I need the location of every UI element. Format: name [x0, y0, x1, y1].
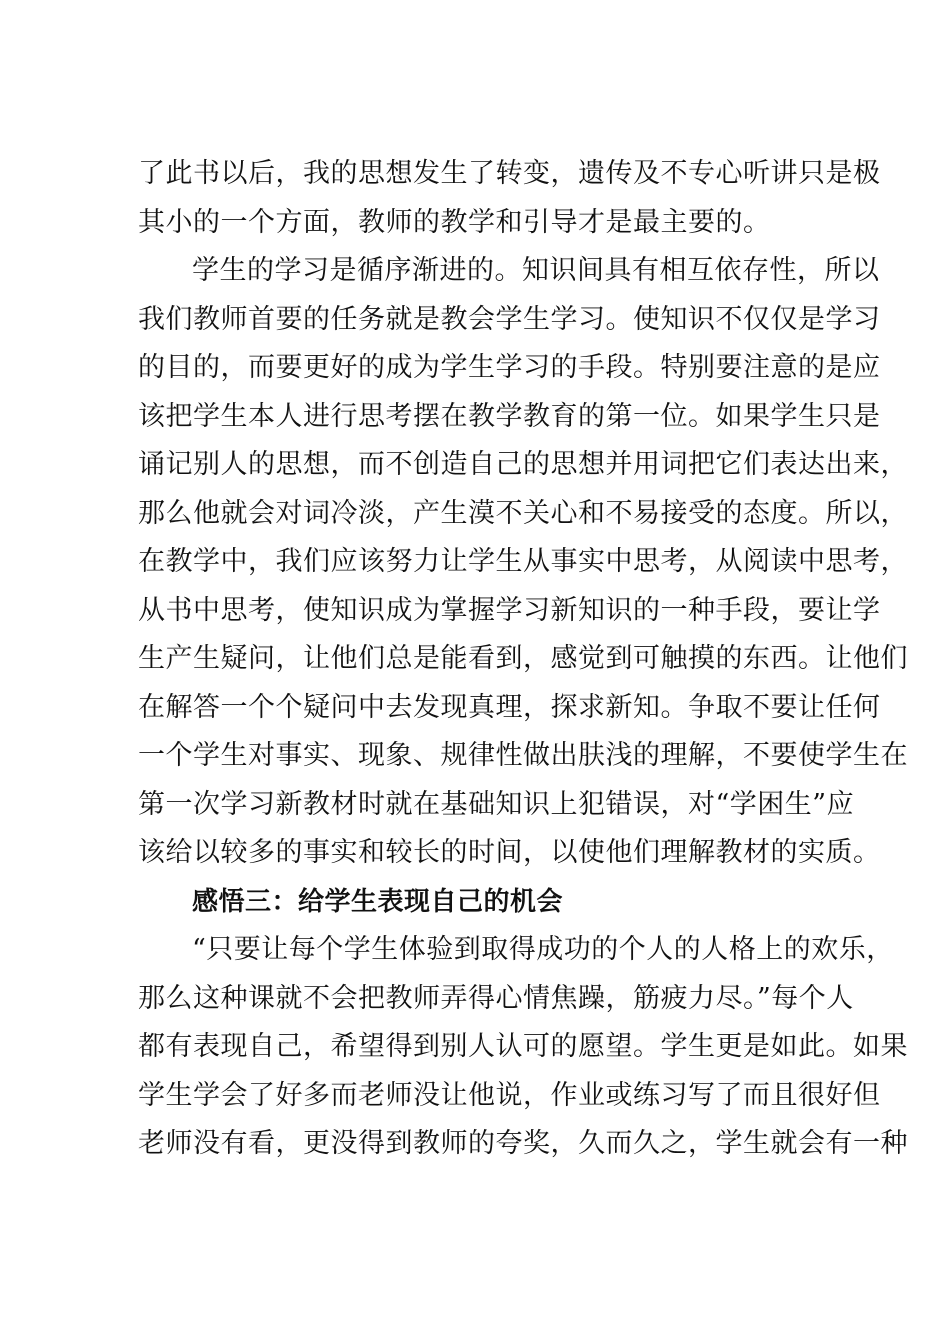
- text-line: 诵记别人的思想，而不创造自己的思想并用词把它们表达出来，: [138, 449, 908, 480]
- text-line: 第一次学习新教材时就在基础知识上犯错误，对“学困生”应: [138, 788, 855, 820]
- text-line: 学生的学习是循序渐进的。知识间具有相互依存性，所以: [192, 255, 880, 286]
- paragraph-1: [138, 150, 881, 247]
- text-line: 从书中思考，使知识成为掌握学习新知识的一种手段，要让学: [138, 594, 881, 626]
- paragraph-2: [138, 247, 908, 878]
- section-heading: 感悟三：给学生表现自己的机会: [192, 886, 564, 917]
- text-line: 我们教师首要的任务就是教会学生学习。使知识不仅仅是学习: [138, 303, 881, 335]
- text-line: 学生学会了好多而老师没让他说，作业或练习写了而且很好但: [138, 1079, 881, 1111]
- text-line: 其小的一个方面，教师的教学和引导才是最主要的。: [138, 206, 771, 238]
- text-line: 生产生疑问，让他们总是能看到，感觉到可触摸的东西。让他们: [138, 643, 908, 674]
- text-line: 都有表现自己，希望得到别人认可的愿望。学生更是如此。如果: [138, 1031, 908, 1062]
- text-line: 了此书以后，我的思想发生了转变，遗传及不专心听讲只是极: [138, 158, 881, 189]
- text-line: 那么这种课就不会把教师弄得心情焦躁，筋疲力尽。”每个人: [138, 982, 854, 1014]
- text-line: 一个学生对事实、现象、规律性做出肤浅的理解，不要使学生在: [138, 740, 908, 771]
- text-line: “只要让每个学生体验到取得成功的个人的人格上的欢乐，: [192, 934, 894, 965]
- text-line: 老师没有看，更没得到教师的夸奖，久而久之，学生就会有一种: [138, 1128, 908, 1159]
- text-line: 在教学中，我们应该努力让学生从事实中思考，从阅读中思考，: [138, 546, 908, 577]
- text-line: 那么他就会对词冷淡，产生漠不关心和不易接受的态度。所以，: [138, 497, 908, 529]
- document-body: [138, 150, 908, 1169]
- text-line: 的目的，而要更好的成为学生学习的手段。特别要注意的是应: [138, 352, 881, 383]
- text-line: 该把学生本人进行思考摆在教学教育的第一位。如果学生只是: [138, 400, 881, 432]
- text-line: 在解答一个个疑问中去发现真理，探求新知。争取不要让任何: [138, 691, 881, 723]
- paragraph-3: [138, 926, 908, 1169]
- text-line: 该给以较多的事实和较长的时间，以使他们理解教材的实质。: [138, 837, 881, 868]
